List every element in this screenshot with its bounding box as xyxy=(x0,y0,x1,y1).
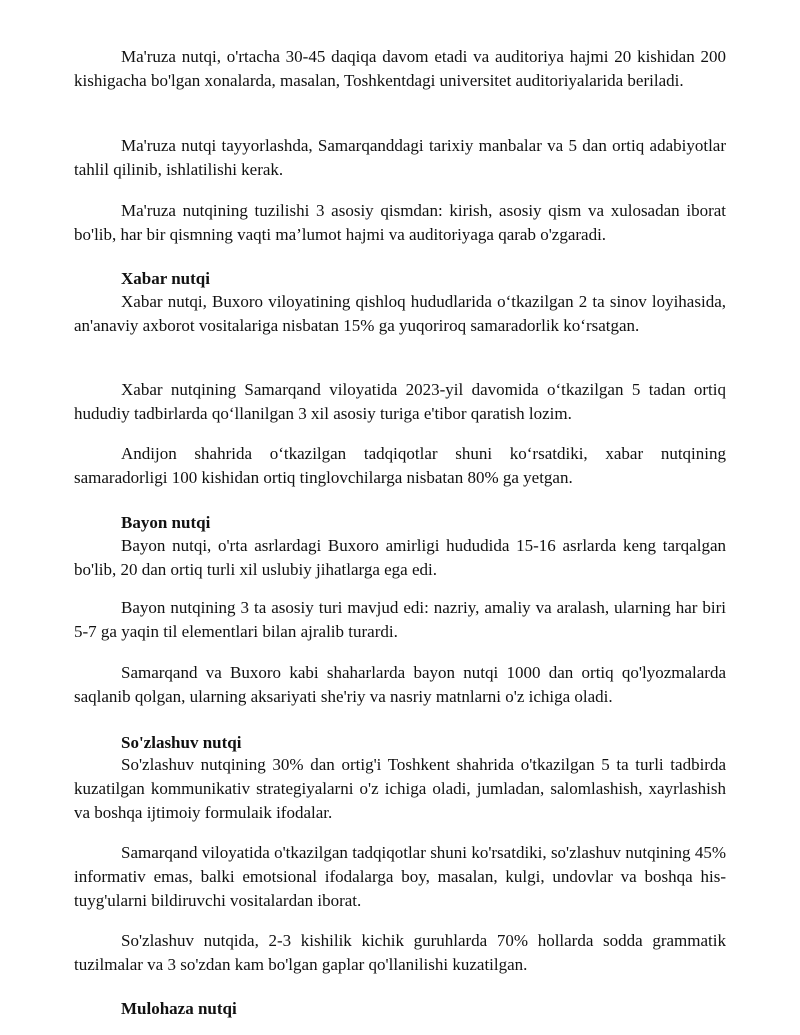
section-heading-xabar: Xabar nutqi xyxy=(121,269,210,288)
paragraph-bayon-manuscripts: Samarqand va Buxoro kabi shaharlarda bayon nutqi 1000 dan ortiq qo'lyozmalarda saqlanib qolgan, ularning aksariyati she'riy va nasriy matnlarni o'z ichiga oladi. xyxy=(74,663,726,706)
paragraph-bayon-types: Bayon nutqining 3 ta asosiy turi mavjud edi: nazriy, amaliy va aralash, ularning har biri 5-7 ga yaqin til elementlari bilan ajralib turardi. xyxy=(74,598,726,641)
section-heading-bayon: Bayon nutqi xyxy=(121,513,211,532)
paragraph-maruza-preparation: Ma'ruza nutqi tayyorlashda, Samarqanddagi tarixiy manbalar va 5 dan ortiq adabiyotlar tahlil qilinib, ishlatilishi kerak. xyxy=(74,136,726,179)
paragraph-maruza-duration: Ma'ruza nutqi, o'rtacha 30-45 daqiqa davom etadi va auditoriya hajmi 20 kishidan 200 kishigacha bo'lgan xonalarda, masalan, Toshkentdagi universitet auditoriyalarida beriladi. xyxy=(74,47,726,90)
paragraph-xabar-andijon: Andijon shahrida oʻtkazilgan tadqiqotlar shuni koʻrsatdiki, xabar nutqining samaradorligi 100 kishidan ortiq tinglovchilarga nisbatan 80% ga yetgan. xyxy=(74,444,726,487)
paragraph-maruza-structure: Ma'ruza nutqining tuzilishi 3 asosiy qismdan: kirish, asosiy qism va xulosadan iborat bo'lib, har bir qismning vaqti ma’lumot hajmi va auditoriyaga qarab o'zgaradi. xyxy=(74,201,726,244)
paragraph-xabar-buxoro: Xabar nutqi, Buxoro viloyatining qishloq hududlarida oʻtkazilgan 2 ta sinov loyihasida, an'anaviy axborot vositalariga nisbatan 15% ga yuqoriroq samaradorlik koʻrsatgan. xyxy=(74,292,726,335)
paragraph-sozlashuv-samarqand: Samarqand viloyatida o'tkazilgan tadqiqotlar shuni ko'rsatdiki, so'zlashuv nutqining 45% informativ emas, balki emotsional ifodalarga boy, masalan, kulgi, undovlar va boshqa his-tuyg'ularni bildiruvchi vositalardan iborat. xyxy=(74,843,726,910)
paragraph-sozlashuv-groups: So'zlashuv nutqida, 2-3 kishilik kichik guruhlarda 70% hollarda sodda grammatik tuzilmalar va 3 so'zdan kam bo'lgan gaplar qo'llanilishi kuzatilgan. xyxy=(74,931,726,974)
paragraph-xabar-samarqand: Xabar nutqining Samarqand viloyatida 2023-yil davomida oʻtkazilgan 5 tadan ortiq hududiy tadbirlarda qoʻllanilgan 3 xil asosiy turiga e'tibor qaratish lozim. xyxy=(74,380,726,423)
paragraph-bayon-history: Bayon nutqi, o'rta asrlardagi Buxoro amirligi hududida 15-16 asrlarda keng tarqalgan bo'lib, 20 dan ortiq turli xil uslubiy jihatlarga ega edi. xyxy=(74,536,726,579)
section-heading-mulohaza: Mulohaza nutqi xyxy=(121,999,237,1018)
section-heading-sozlashuv: So'zlashuv nutqi xyxy=(121,733,242,752)
paragraph-sozlashuv-toshkent: So'zlashuv nutqining 30% dan ortig'i Toshkent shahrida o'tkazilgan 5 ta turli tadbirda kuzatilgan kommunikativ strategiyalarni o'z ichiga oladi, jumladan, salomlashish, xayrlashish va boshqa ijtimoiy formulaik ifodalar. xyxy=(74,755,726,822)
